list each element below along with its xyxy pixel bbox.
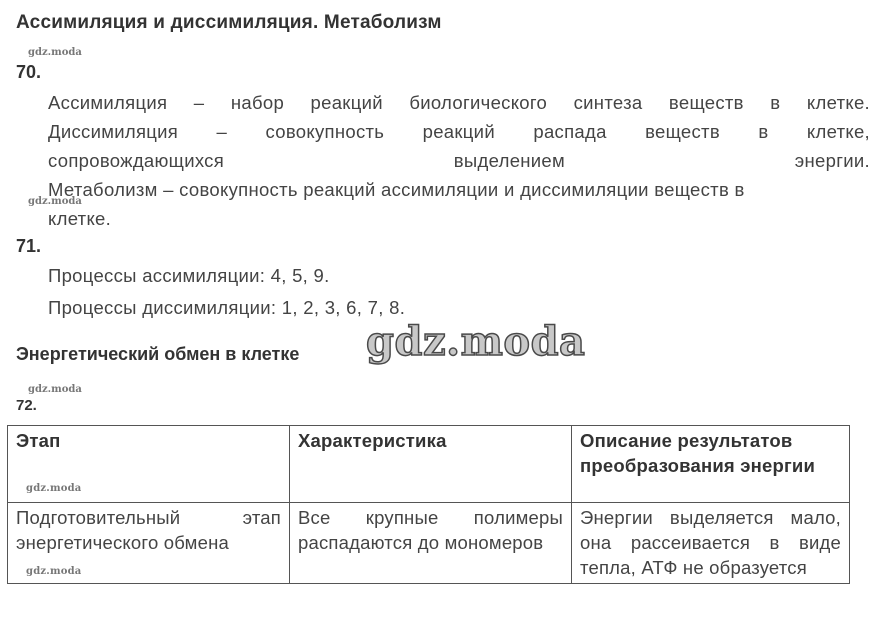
question-number-71: 71. [16,236,42,256]
definition-line: Метаболизм – совокупность реакций ассимиляции и диссимиляции веществ в [48,179,745,200]
watermark: gdz.moda [26,566,82,577]
section-title: Ассимиляция и диссимиляция. Метаболизм [16,12,442,33]
question-number-70: 70. [16,62,42,82]
watermark: gdz.moda [26,483,82,494]
assimilation-answer: Процессы ассимиляции: 4, 5, 9. [48,265,330,286]
dissimilation-answer: Процессы диссимиляции: 1, 2, 3, 6, 7, 8. [48,297,406,318]
section-title: Энергетический обмен в клетке [16,344,300,364]
table-header-row [8,426,850,503]
watermark: gdz.moda [28,47,82,58]
table-cell: Подготовительный этап энергетического обмена gdz.moda [8,503,290,584]
table-row [8,503,850,584]
table-header-cell: Этап gdz.moda [8,426,290,503]
watermark: gdz.moda [28,196,82,207]
watermark-logo: gdz.moda [366,318,586,365]
table-cell: Энергии выделяется мало, она рассеивается в виде тепла, АТФ не образуется [572,503,850,584]
question-number-72: 72. [16,397,37,414]
definition-line: клетке. [48,208,112,229]
definition-line: Ассимиляция – набор реакций биологического синтеза веществ в клетке. [48,92,870,113]
definition-line: сопровождающихся выделением энергии. [48,150,870,171]
watermark: gdz.moda [28,384,82,395]
energy-stages-table [7,425,850,584]
table-header-cell: Характеристика [290,426,572,503]
definition-line: Диссимиляция – совокупность реакций распада веществ в клетке, [48,121,870,142]
table-header-cell: Описание результатов преобразования энергии [572,426,850,503]
table-cell: Все крупные полимеры распадаются до мономеров [290,503,572,584]
